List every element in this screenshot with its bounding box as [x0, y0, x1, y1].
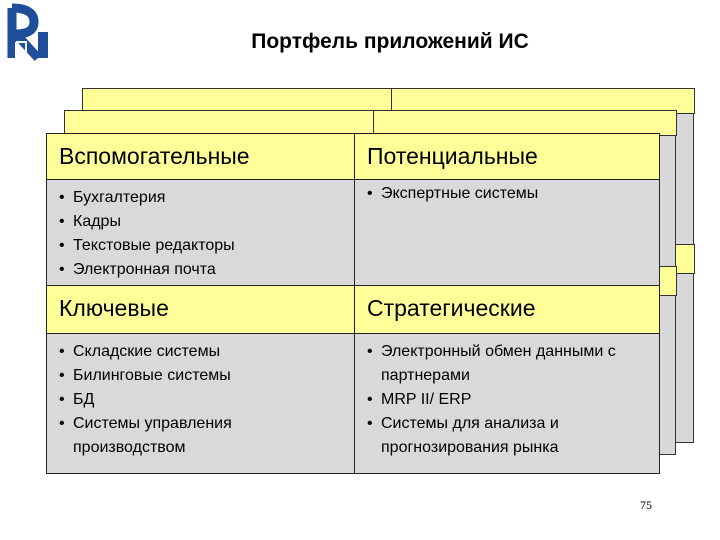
page-title: Портфель приложений ИС	[251, 30, 529, 53]
quadrant-body-potential	[355, 180, 659, 286]
portfolio-matrix	[46, 133, 660, 474]
list-item: • Билинговые системы	[59, 364, 342, 388]
list-item: • Электронный обмен данными с партнерами	[367, 340, 653, 388]
quadrant-header-strategic: Стратегические	[355, 286, 659, 334]
list-item: • Электронная почта	[59, 258, 342, 282]
quadrant-header-potential: Потенциальные	[355, 134, 659, 180]
list-item: • Складские системы	[59, 340, 342, 364]
list-item: • Системы для анализа и прогнозирования рынка	[367, 412, 653, 460]
list-item: • Экспертные системы	[367, 182, 647, 206]
list-item: • БД	[59, 388, 342, 412]
list-item: • Системы управления производством	[59, 412, 342, 460]
list-item: • MRP II/ ERP	[367, 388, 653, 412]
list-item: • Бухгалтерия	[59, 186, 342, 210]
list-item: • Кадры	[59, 210, 342, 234]
quadrant-body-supporting	[47, 180, 355, 286]
hse-logo-icon	[4, 2, 54, 64]
page-number: 75	[640, 498, 652, 512]
quadrant-header-key: Ключевые	[47, 286, 355, 334]
list-item: • Текстовые редакторы	[59, 234, 342, 258]
quadrant-header-supporting: Вспомогательные	[47, 134, 355, 180]
quadrant-body-strategic	[355, 334, 659, 473]
quadrant-body-key	[47, 334, 355, 473]
